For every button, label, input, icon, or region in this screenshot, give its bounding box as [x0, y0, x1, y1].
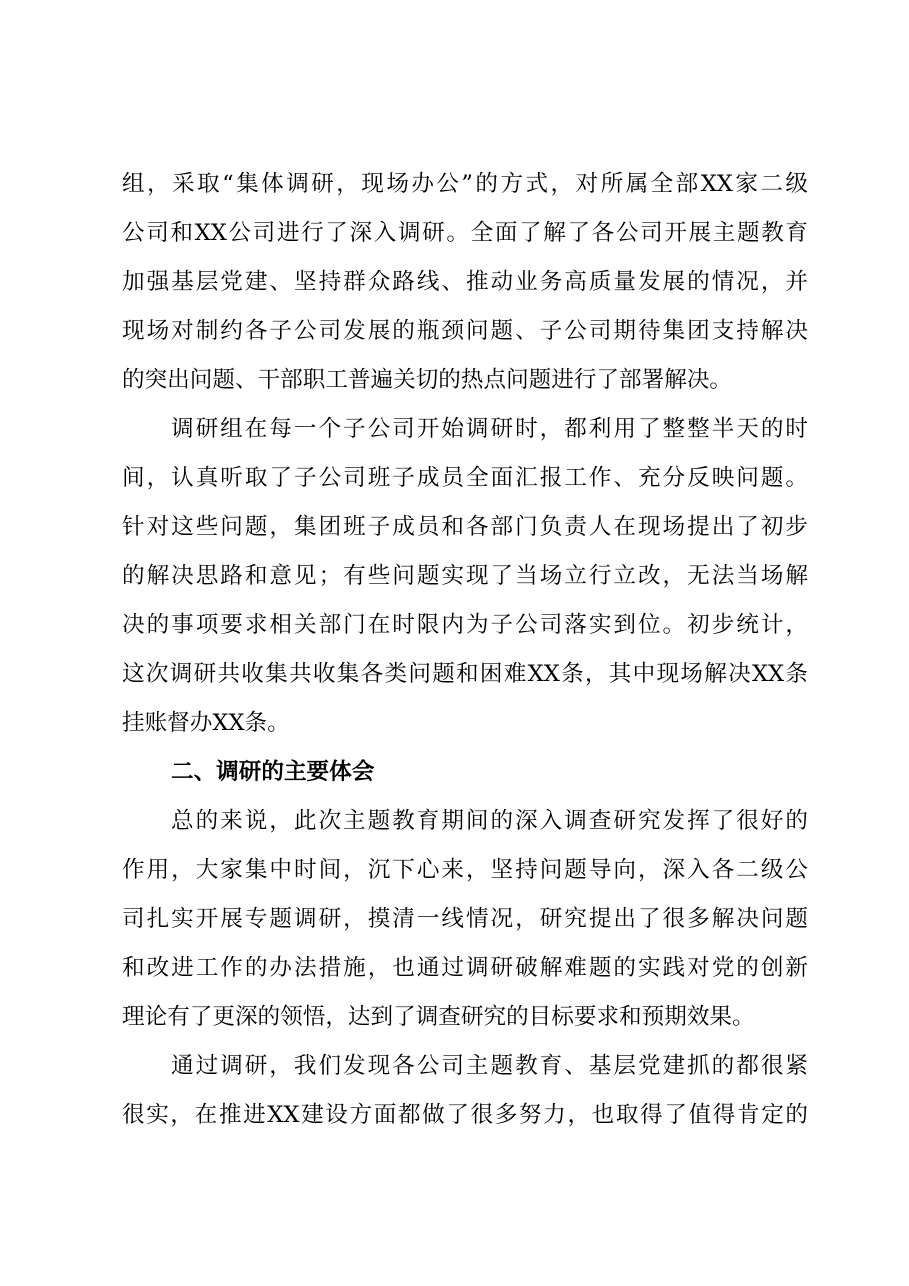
paragraph-line: 现场对制约各子公司发展的瓶颈问题、子公司期待集团支持解决: [122, 318, 808, 344]
paragraph-line: 司扎实开展专题调研，摸清一线情况，研究提出了很多解决问题: [122, 906, 808, 932]
paragraph-line: 决的事项要求相关部门在时限内为子公司落实到位。初步统计，: [122, 612, 808, 638]
paragraph-line: 这次调研共收集共收集各类问题和困难XX条，其中现场解决XX条: [122, 661, 808, 687]
paragraph-line: 调研组在每一个子公司开始调研时，都利用了整整半天的时: [171, 416, 808, 442]
paragraph-line: 作用，大家集中时间，沉下心来，坚持问题导向，深入各二级公: [122, 857, 808, 883]
paragraph-line: 挂账督办XX条。: [122, 710, 290, 736]
paragraph: [122, 1042, 808, 1140]
paragraph-line: 间，认真听取了子公司班子成员全面汇报工作、充分反映问题。: [122, 465, 808, 491]
paragraph: [122, 405, 808, 748]
paragraph-line: 加强基层党建、坚持群众路线、推动业务高质量发展的情况，并: [122, 269, 808, 295]
paragraph: [122, 160, 808, 405]
paragraph-line: 总的来说，此次主题教育期间的深入调查研究发挥了很好的: [171, 808, 808, 834]
paragraph-line: 理论有了更深的领悟，达到了调查研究的目标要求和预期效果。: [122, 1004, 755, 1030]
section-heading: 二、调研的主要体会: [171, 759, 375, 785]
paragraph-line: 针对这些问题，集团班子成员和各部门负责人在现场提出了初步: [122, 514, 808, 540]
paragraph-line: 公司和XX公司进行了深入调研。全面了解了各公司开展主题教育: [122, 220, 808, 246]
paragraph-line: 通过调研，我们发现各公司主题教育、基层党建抓的都很紧: [171, 1053, 808, 1079]
paragraph-line: 组，采取“集体调研，现场办公”的方式，对所属全部XX家二级: [122, 171, 808, 197]
paragraph-line: 的解决思路和意见；有些问题实现了当场立行立改，无法当场解: [122, 563, 808, 589]
paragraph-line: 很实，在推进XX建设方面都做了很多努力，也取得了值得肯定的: [122, 1102, 808, 1128]
paragraph-line: 和改进工作的办法措施，也通过调研破解难题的实践对党的创新: [122, 955, 808, 981]
paragraph-line: 的突出问题、干部职工普遍关切的热点问题进行了部署解决。: [122, 367, 733, 393]
paragraph: [122, 797, 808, 1042]
document-body: [122, 160, 808, 1140]
